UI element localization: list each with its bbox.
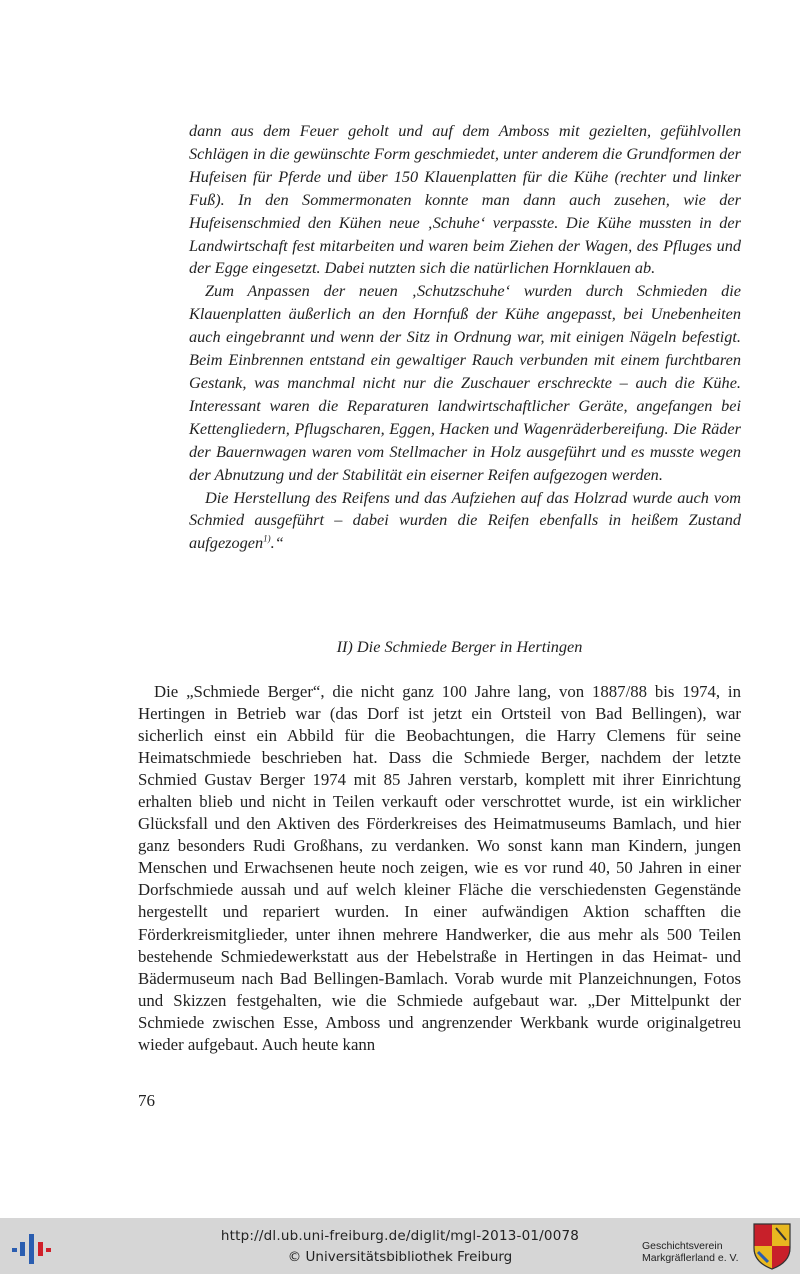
section-heading: II) Die Schmiede Berger in Hertingen bbox=[336, 637, 583, 656]
quote-paragraph-2: Zum Anpassen der neuen ‚Schutzschuhe‘ wurden durch Schmieden die Klauenplatten äußerlich an den Hornfuß der Kühe angepasst, bei Unebenheiten auch eingebrannt und wenn der Sitz in Ordnung war, mit einigen Nägeln befestigt. Beim Einbrennen entstand ein gewaltiger Rauch verbunden mit einem furchtbaren Gestank, was manchmal nicht nur die Zuschauer erschreckte – auch die Kühe. Interessant waren die Reparaturen landwirtschaftlicher Geräte, angefangen bei Kettengliedern, Pflugscharen, Eggen, Hacken und Wagenräderbereifung. Die Räder der Bauernwagen waren vom Stellmacher in Holz ausgeführt und es musste wegen der Abnutzung und der Stabilität ein eiserner Reifen aufgezogen werden. bbox=[189, 281, 741, 484]
block-quote bbox=[189, 120, 741, 555]
footnote-marker: 1) bbox=[263, 533, 271, 544]
ub-freiburg-logo-icon[interactable] bbox=[12, 1228, 52, 1268]
footer-center bbox=[160, 1226, 640, 1268]
organization-line-2: Markgräflerland e. V. bbox=[642, 1252, 739, 1264]
body-text bbox=[138, 681, 741, 1056]
permalink-url[interactable]: http://dl.ub.uni-freiburg.de/diglit/mgl-2013-01/0078 bbox=[220, 1228, 580, 1244]
body-paragraph-1: Die „Schmiede Berger“, die nicht ganz 100 Jahre lang, von 1887/88 bis 1974, in Hertingen in Betrieb war (das Dorf ist jetzt ein Ortsteil von Bad Bellingen), war sicherlich einst ein Abbild für die Beobachtungen, die Harry Clemens für seine Heimatschmiede beschrieben hat. Dass die Schmiede Berger, nachdem der letzte Schmied Gustav Berger 1974 mit 85 Jahren verstarb, komplett mit ihrer Einrichtung erhalten blieb und nicht in Teilen verkauft oder verschrottet wurde, ist ein wirklicher Glücksfall und den Aktiven des Förderkreises des Heimatmuseums Bamlach, und hier ganz besonders Rudi Großhans, zu verdanken. Wo sonst kann man Kindern, jungen Menschen und Erwachsenen heute noch zeigen, wie es vor rund 40, 50 Jahren in einer Dorfschmiede aussah und auf welch kleiner Fläche die verschiedensten Gegenstände hergestellt und repariert wurden. In einer aufwändigen Aktion schafften die Förderkreismitglieder, unter ihnen mehrere Handwerker, die aus mehr als 500 Teilen bestehende Schmiedewerkstatt aus der Hebelstraße in Hertingen in das Heimat- und Bädermuseum nach Bad Bellingen-Bamlach. Vorab wurde mit Planzeichnungen, Fotos und Skizzen festgehalten, wie die Schmiede aufgebaut war. „Der Mittelpunkt der Schmiede zwischen Esse, Amboss und angrenzender Werkbank wurde originalgetreu wieder aufgebaut. Auch heute kann bbox=[138, 682, 741, 1054]
quote-paragraph-3 bbox=[189, 487, 741, 556]
quote-closing: .“ bbox=[270, 533, 284, 553]
copyright-text: © Universitätsbibliothek Freiburg bbox=[287, 1249, 513, 1265]
quote-paragraph-1: dann aus dem Feuer geholt und auf dem Amboss mit gezielten, gefühlvollen Schlägen in die gewünschte Form geschmiedet, unter anderem die Grundformen der Hufeisen für Pferde und über 150 Klauenplatten für die Kühe (rechter und linker Fuß). In den Sommermonaten konnte man dann auch zusehen, wie der Hufeisenschmied den Kühen neue ‚Schuhe‘ verpasste. Die Kühe mussten in der Landwirtschaft fest mitarbeiten und waren beim Ziehen der Wagen, des Pfluges und der Egge eingesetzt. Dabei nutzten sich die natürlichen Hornklauen ab. bbox=[189, 121, 741, 278]
page-number: 76 bbox=[138, 1091, 155, 1110]
footer-bar bbox=[0, 1218, 800, 1274]
organization-name bbox=[642, 1240, 754, 1264]
coat-of-arms-icon bbox=[752, 1222, 792, 1270]
organization-line-1: Geschichtsverein bbox=[642, 1240, 723, 1252]
quote-paragraph-3-text: Die Herstellung des Reifens und das Aufziehen auf das Holzrad wurde auch vom Schmied ausgeführt – dabei wurden die Reifen ebenfalls in heißem Zustand aufgezogen bbox=[189, 487, 741, 553]
